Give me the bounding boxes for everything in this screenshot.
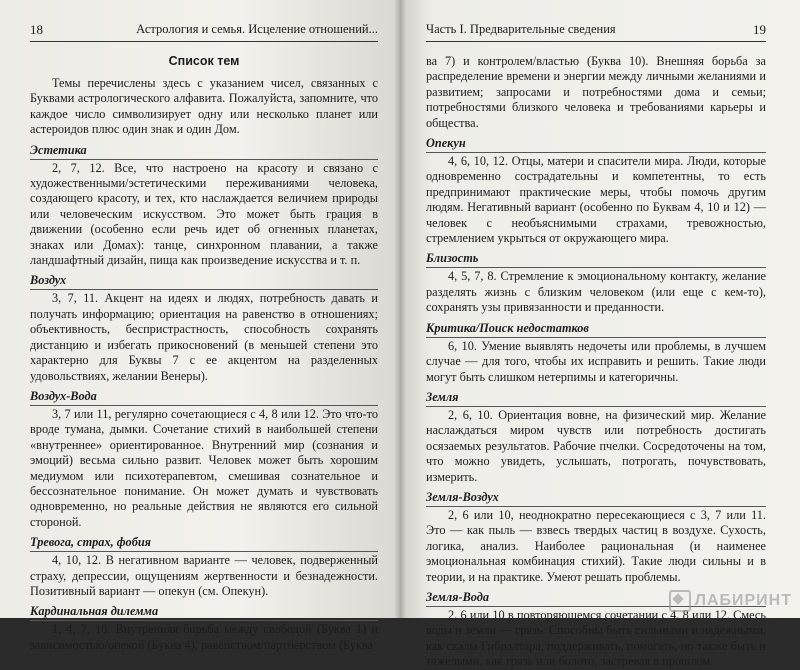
intro-paragraph: Темы перечислены здесь с указанием чисел, связанных с Буквами астрологического алфавита. Пожалуйста, запомните, что каждое число символизирует одну или несколько планет или астероидов плюс один знак и один Дом. (30, 76, 378, 137)
running-head-left (30, 22, 378, 42)
term-text: 3, 7, 11. Акцент на идеях и людях, потребность давать и получать информацию; ориентация на равенство в отношениях; объективность, беспристрастность, способность сохранять дистанцию и избегать прикосновений (в меньшей степени это характерно для Буквы 7 с ее акцентом на разделенных удовольствиях, желании Венеры). (30, 291, 378, 383)
term-heading: Кардинальная дилемма (30, 604, 378, 621)
running-head-title-right: Часть I. Предварительные сведения (426, 22, 616, 36)
term-heading: Земля (426, 390, 766, 407)
term-text: 2, 7, 12. Все, что настроено на красоту и связано с художественными/эстетическими переживаниями человека, создающего красоту, и тех, кто наслаждается величием природы или человеческим искусством. Это может быть грация в движении (особенно если речь идет об огненных планетах, знаках или Домах): танце, синхронном плавании, а также ландшафтный дизайн, пища как произведение искусства и т. п. (30, 160, 378, 268)
term-text: 2, 6 или 10 в повторяющемся сочетании с 4, 8 или 12. Смесь воды и земли — грязь. Способны быть сильными и надежными, как скалы Гибралтара, поддерживать, помогать, но также быть и тяжелыми, как грязь или болото, застревая в прошлом. (426, 607, 766, 669)
term-text: 2, 6, 10. Ориентация вовне, на физический мир. Желание наслаждаться миром чувств или потребность достигать осязаемых результатов. Рабочие пчелки. Сосредоточены на том, что можно увидеть, услышать, потрогать, почувствовать, измерить. (426, 407, 766, 484)
term-heading: Воздух (30, 273, 378, 290)
term-text: 4, 6, 10, 12. Отцы, матери и спасители мира. Люди, которые одновременно сострадательны и компетентны, то есть предпринимают практические меры, чтобы помочь другим людям. Негативный вариант (особенно по Буквам 4, 10 и 12) — человек с необъяснимыми страхами, тревожностью, стремлением укрыться от окружающего мира. (426, 154, 766, 246)
term-heading: Близость (426, 251, 766, 268)
term-text: 3, 7 или 11, регулярно сочетающиеся с 4, 8 или 12. Это что-то вроде тумана, дымки. Сочетание стихий в наибольшей степени «внутреннее» ориентированное. Внутренний мир (сознания и эмоций) весьма сильно развит. Человек может быть хорошим медиумом или психотерапевтом, смешивая сознательное и бессознательное понимание. Он может думать и чувствовать одновременно, но реальные действия не являются его сильной стороной. (30, 406, 378, 529)
term-heading: Опекун (426, 136, 766, 153)
left-page (0, 0, 400, 652)
term-heading: Земля-Вода (426, 590, 766, 607)
term-heading: Тревога, страх, фобия (30, 535, 378, 552)
term-text: 2, 6 или 10, неоднократно пересекающиеся с 3, 7 или 11. Это — как пыль — взвесь твердых частиц в воздухе. Сухость, логика, анализ. Наиболее рациональная (и наименее эмоциональная комбинация стихий). Такие люди сильны и в теории, и на практике. Умеют решать проблемы. (426, 507, 766, 584)
term-heading: Воздух-Вода (30, 389, 378, 406)
page-number-left: 18 (30, 22, 43, 37)
chapter-title: Список тем (168, 54, 240, 68)
term-text: 1, 4, 7, 10. Внутренняя борьба между свободой (Буква 1) и зависимостью/опекой (Буква 4), равенством/партнерством (Буква (30, 622, 378, 652)
term-heading: Земля-Воздух (426, 490, 766, 507)
term-text: 4, 5, 7, 8. Стремление к эмоциональному контакту, желание разделять жизнь с близким человеком (или еще с кем-то), сохранять узы привязанности и преданности. (426, 269, 766, 315)
labyrinth-logo-icon (669, 590, 691, 612)
term-heading: Критика/Поиск недостатков (426, 321, 766, 338)
right-page (400, 0, 800, 669)
watermark-text: ЛАБИРИНТ (694, 592, 792, 609)
term-text: 6, 10. Умение выявлять недочеты или проблемы, в лучшем случае — для того, чтобы их исправить и решить. Такие люди могут быть слишком нетерпимы и категоричны. (426, 338, 766, 384)
running-head-right (426, 22, 766, 42)
continuation-paragraph: ва 7) и контролем/властью (Буква 10). Внешняя борьба за распределение времени и энергии между личными желаниями и развитием; запросами и потребностями дома и семьи; потребностями близкого человека и требованиями карьеры и общества. (426, 54, 766, 130)
term-text: 4, 10, 12. В негативном варианте — человек, подверженный страху, депрессии, ощущениям жертвенности и безнадежности. Позитивный вариант — опекун (см. Опекун). (30, 553, 378, 598)
page-number-right: 19 (753, 22, 766, 37)
running-head-title-left: Астрология и семья. Исцеление отношений... (136, 22, 378, 36)
term-heading: Эстетика (30, 143, 378, 160)
watermark (669, 590, 792, 612)
